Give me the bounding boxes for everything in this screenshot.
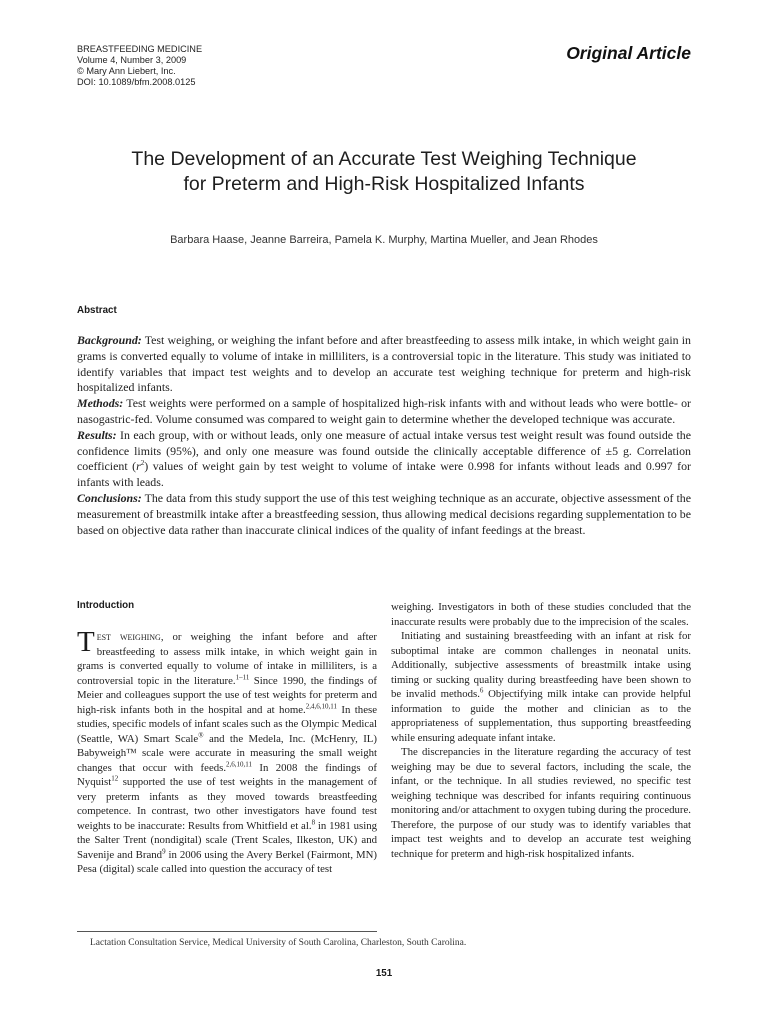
intro-p1-seg-4: In these studies, specific models of infant scales such as the Olympic Medical (Seattle, WA) Smart Scale [77, 703, 377, 745]
journal-volume: Volume 4, Number 3, 2009 [77, 55, 187, 65]
abstract-methods [77, 396, 691, 428]
citation-superscript: 12 [111, 774, 119, 783]
abstract-background [77, 333, 691, 396]
background-text: Test weighing, or weighing the infant before and after breastfeeding to assess milk intake, in which weight gain in grams is converted equally to volume of intake in milliliters, is a controversial topic in the literature. This study was initiated to identify variables that impact test weights and to develop an accurate test weighing technique for preterm and high-risk hospitalized infants. [77, 333, 691, 395]
article-title [77, 147, 691, 197]
page-number: 151 [375, 968, 393, 979]
introduction-heading: Introduction [77, 600, 135, 611]
affiliation-footnote: Lactation Consultation Service, Medical University of South Carolina, Charleston, South Carolina. [90, 938, 467, 948]
abstract-heading: Abstract [77, 305, 117, 316]
results-r-superscript: 2 [140, 459, 145, 468]
intro-p1-seg-14: in 2006 using the Avery Berkel (Fairmont, MN) Pesa (digital) scale called into question the accuracy of test [77, 848, 377, 875]
citation-superscript: 9 [162, 846, 166, 855]
intro-p2-seg-2: Objectifying milk intake can provide helpful information to guide the mother and clinician as to the appropriateness of supplementation, thus supporting breastfeeding while ensuring adequate infant intake. [391, 688, 691, 744]
intro-paragraph-2 [391, 629, 691, 745]
intro-paragraph-1-continued: weighing. Investigators in both of these studies concluded that the inaccurate results were probably due to the imprecision of the scales. [391, 601, 691, 628]
lead-in-smallcaps: est weighing [96, 631, 161, 643]
title-line-1: The Development of an Accurate Test Weighing Technique [131, 148, 637, 170]
citation-superscript: 2,4,6,10,11 [305, 701, 337, 710]
journal-name: BREASTFEEDING MEDICINE [77, 44, 203, 54]
intro-p1-seg-0: , or weighing the infant before and after breastfeeding to assess milk intake, in which weight gain in grams is converted equally to volume of intake in milliliters, is a controversial topic in the literature. [77, 631, 378, 687]
conclusions-text: The data from this study support the use of this test weighing technique as an accurate, objective assessment of the measurement of breastmilk intake after a breastfeeding session, thus allowing medical decisions regarding supplementation to be based on objective data rather than inaccurate clinical indices of the quality of infant feedings at the breast. [77, 490, 691, 537]
citation-superscript: 2,6,10,11 [226, 759, 253, 768]
intro-p1-seg-6: and the Medela, Inc. (McHenry, IL) Babyweigh™ scale were accurate in measuring the small weight changes that occur with feeds. [77, 732, 377, 774]
intro-p1-seg-10: supported the use of test weights in the management of very preterm infants as they moved towards breastfeeding competence. In contrast, two other investigators have found test weights to be inaccurate: Results from Whitfield et al. [77, 776, 377, 832]
journal-metadata [77, 44, 202, 88]
intro-p1-seg-2: Since 1990, the findings of Meier and colleagues support the use of test weights for preterm and high-risk infants both in the hospital and at home. [77, 674, 377, 716]
methods-label: Methods: [77, 396, 124, 411]
abstract-conclusions [77, 491, 691, 538]
body-column-left [77, 626, 378, 877]
footnote-divider [77, 931, 377, 932]
intro-p2-seg-0: Initiating and sustaining breastfeeding with an infant at risk for suboptimal intake are common challenges in neonatal units. Additionally, subjective assessments of breastmilk intake using timing or sucking quality during breastfeeding have been shown to be invalid methods. [391, 630, 691, 700]
article-type-label: Original Article [566, 43, 691, 63]
drop-cap: T [77, 626, 95, 658]
intro-paragraph-1 [77, 626, 378, 877]
citation-superscript: 6 [479, 686, 484, 695]
results-text-1: In each group, with or without leads, only one measure of actual intake versus test weight result was found outside the confidence limits (95%), and only one measure was found outside the clinically acceptable difference of ±5 g. Correlation coefficient ( [77, 427, 691, 474]
author-list: Barbara Haase, Jeanne Barreira, Pamela K. Murphy, Martina Mueller, and Jean Rhodes [170, 234, 598, 246]
intro-p1-seg-12: in 1981 using the Salter Trent (nondigital) scale (Trent Scales, Ilkeston, UK) and Savenije and Brand [77, 819, 377, 861]
results-text-2: ) values of weight gain by test weight to volume of intake were 0.998 for infants without leads and 0.997 for infants with leads. [77, 459, 691, 490]
intro-p1-seg-8: In 2008 the findings of Nyquist [77, 761, 377, 788]
intro-paragraph-3: The discrepancies in the literature regarding the accuracy of test weighing may be due to several factors, including the scale, the infant, or the technique. In all studies reviewed, no specific test weighing technique was described for infants requiring continuous monitoring and/or attachment to oxygen tubing during the procedure. Therefore, the purpose of our study was to identify variables that impact test weights and to develop an accurate test weighing technique for preterm and high-risk hospitalized infants. [391, 746, 691, 860]
doi-line: DOI: 10.1089/bfm.2008.0125 [77, 77, 196, 87]
citation-superscript: 8 [311, 817, 316, 826]
body-column-right [391, 600, 691, 861]
abstract-body [77, 333, 691, 538]
title-line-2: for Preterm and High-Risk Hospitalized Infants [183, 173, 585, 195]
citation-superscript: 1–11 [235, 672, 250, 681]
copyright-line: © Mary Ann Liebert, Inc. [77, 66, 176, 76]
results-label: Results: [77, 427, 117, 442]
background-label: Background: [77, 333, 142, 347]
abstract-results [77, 428, 691, 491]
registered-mark: ® [198, 730, 204, 739]
methods-text: Test weights were performed on a sample of hospitalized high-risk infants with and without leads who were bottle- or nasogastric-fed. Volume consumed was compared to weight gain to determine whether the developed technique was accurate. [77, 396, 691, 426]
conclusions-label: Conclusions: [77, 490, 142, 505]
results-r-symbol: r [136, 459, 141, 474]
